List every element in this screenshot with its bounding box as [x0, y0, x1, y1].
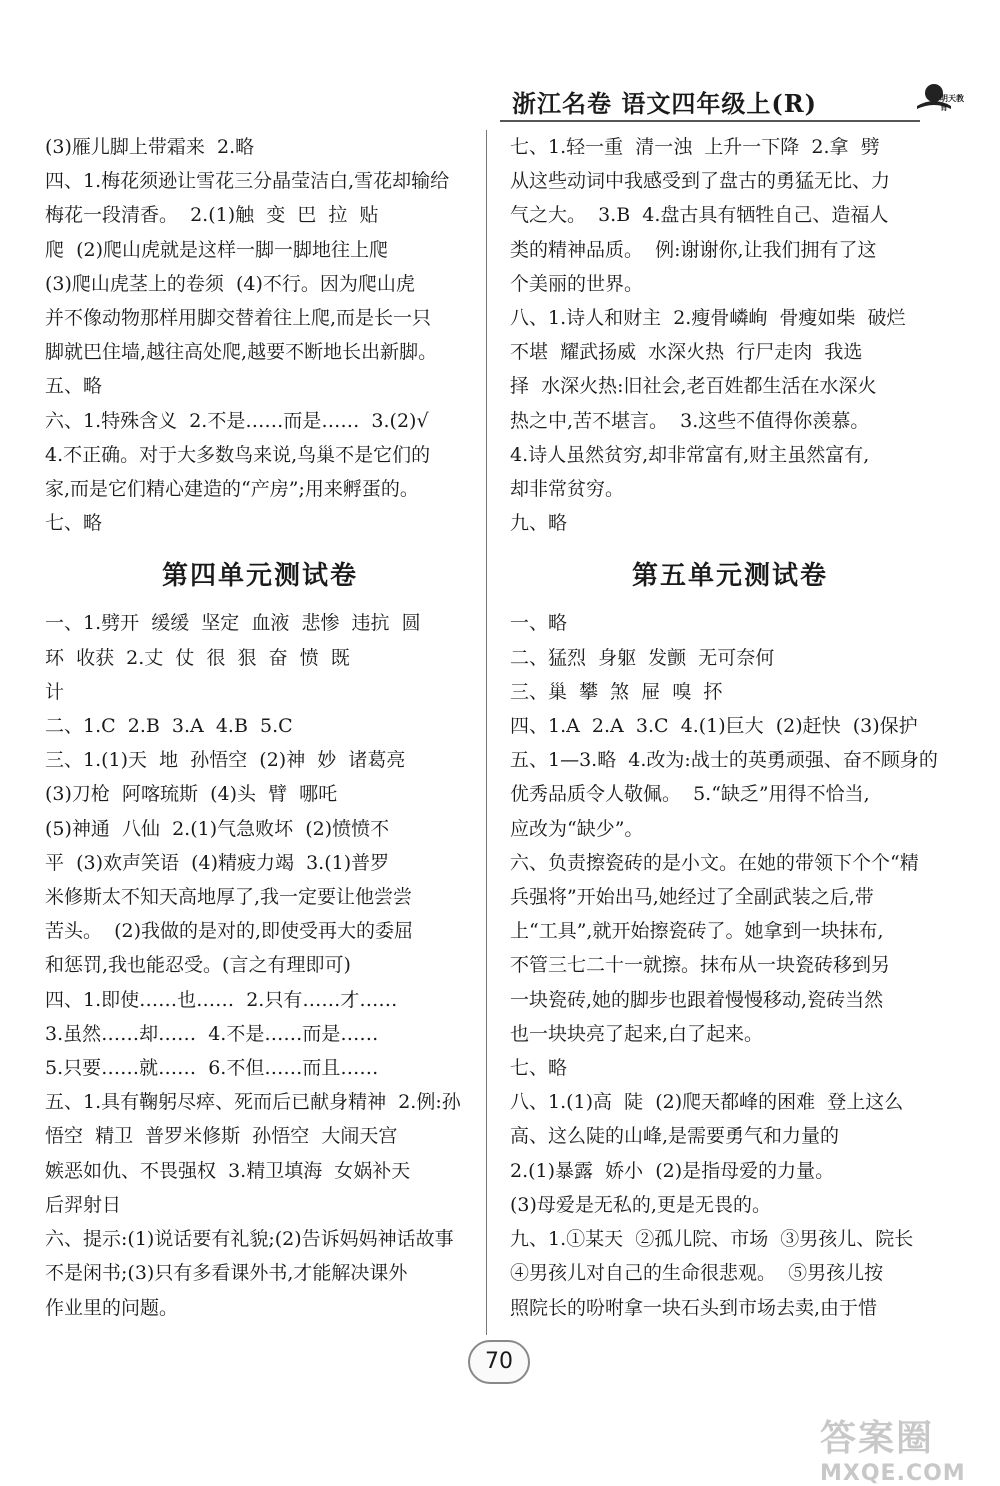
answer-line: 五、略: [45, 375, 103, 398]
answer-line: 四、1.梅花须逊让雪花三分晶莹洁白,雪花却输给: [45, 170, 450, 193]
answer-line: 兵强将”开始出马,她经过了全副武装之后,带: [510, 886, 874, 909]
right-answers-bottom: [510, 606, 950, 1324]
answer-line: 二、猛烈 身躯 发颤 无可奈何: [510, 646, 775, 669]
watermark-bottom-text: MXQE.COM: [820, 1461, 966, 1486]
answer-line: 并不像动物那样用脚交替着往上爬,而是长一只: [45, 307, 432, 330]
answer-line: 应改为“缺少”。: [510, 817, 644, 840]
answer-line: ④男孩儿对自己的生命很悲观。 ⑤男孩儿按: [510, 1262, 884, 1285]
section-heading-unit4: 第四单元测试卷: [161, 561, 358, 592]
answer-line: 却非常贫穷。: [510, 478, 625, 501]
answer-line: 七、1.轻一重 清一浊 上升一下降 2.拿 劈: [510, 136, 880, 158]
answer-line: 悟空 精卫 普罗米修斯 孙悟空 大闹天宫: [45, 1125, 398, 1148]
header-rule: [500, 120, 920, 122]
answer-line: 梅花一段清香。 2.(1)触 变 巴 拉 贴: [45, 204, 379, 227]
answer-line: 六、提示:(1)说话要有礼貌;(2)告诉妈妈神话故事: [45, 1228, 454, 1251]
answer-line: 七、略: [45, 512, 103, 535]
answer-line: 不是闲书;(3)只有多看课外书,才能解决课外: [45, 1262, 408, 1285]
page-header: [500, 80, 980, 128]
section-heading-unit5: 第五单元测试卷: [631, 561, 828, 592]
column-divider: [486, 130, 487, 1335]
watermark-top-text: 答案圈: [820, 1418, 935, 1459]
answer-line: 环 收获 2.丈 仗 很 狠 奋 愤 既: [45, 646, 350, 669]
answer-line: 3.虽然……却…… 4.不是……而是……: [45, 1022, 379, 1045]
answer-line: 类的精神品质。 例:谢谢你,让我们拥有了这: [510, 238, 877, 261]
answer-line: 气之大。 3.B 4.盘古具有牺牲自己、造福人: [510, 204, 889, 227]
answer-line: 不堪 耀武扬威 水深火热 行尸走肉 我选: [510, 341, 863, 364]
right-answers-top: [510, 130, 950, 540]
answer-line: 一、略: [510, 612, 568, 635]
answer-line: 照院长的吩咐拿一块石头到市场去卖,由于惜: [510, 1296, 878, 1319]
book-title: 浙江名卷 语文四年级上(R): [512, 89, 818, 118]
right-column: [510, 130, 950, 1325]
answer-line: 六、负责擦瓷砖的是小文。在她的带领下个个“精: [510, 851, 919, 874]
answer-line: 从这些动词中我感受到了盘古的勇猛无比、力: [510, 170, 891, 193]
answer-line: 热之中,苦不堪言。 3.这些不值得你羡慕。: [510, 409, 870, 432]
answer-line: 苦头。 (2)我做的是对的,即使受再大的委屈: [45, 920, 414, 943]
answer-line: 上“工具”,就开始擦瓷砖了。她拿到一块抹布,: [510, 920, 884, 943]
page-number: 70: [468, 1340, 530, 1384]
answer-line: 一、1.劈开 缓缓 坚定 血液 悲惨 违抗 圆: [45, 612, 421, 635]
answer-line: 七、略: [510, 1057, 568, 1080]
publisher-logo-text: 明天教育: [940, 93, 964, 112]
answer-line: 五、1.具有鞠躬尽瘁、死而后已献身精神 2.例:孙: [45, 1091, 461, 1114]
answer-line: 六、1.特殊含义 2.不是……而是…… 3.(2)√: [45, 409, 429, 432]
answer-line: 高、这么陡的山峰,是需要勇气和力量的: [510, 1125, 840, 1148]
answer-line: 优秀品质令人敬佩。 5.“缺乏”用得不恰当,: [510, 783, 870, 806]
answer-line: 嫉恶如仇、不畏强权 3.精卫填海 女娲补天: [45, 1159, 411, 1182]
answer-line: 八、1.(1)高 陡 (2)爬天都峰的困难 登上这么: [510, 1091, 904, 1114]
answer-line: 不管三七二十一就擦。抹布从一块瓷砖移到另: [510, 954, 891, 977]
answer-line: 个美丽的世界。: [510, 272, 644, 295]
answer-line: 后羿射日: [45, 1193, 122, 1216]
answer-line: 四、1.A 2.A 3.C 4.(1)巨大 (2)赶快 (3)保护: [510, 715, 918, 738]
watermark-logo: [820, 1410, 990, 1486]
answer-line: 三、巢 攀 煞 屉 嗅 抔: [510, 680, 723, 703]
answer-line: (3)刀枪 阿喀琉斯 (4)头 臂 哪吒: [45, 783, 338, 806]
answer-line: 作业里的问题。: [45, 1296, 179, 1319]
answer-line: (5)神通 八仙 2.(1)气急败坏 (2)愤愤不: [45, 817, 390, 840]
answer-line: 爬 (2)爬山虎就是这样一脚一脚地往上爬: [45, 238, 388, 261]
answer-line: (3)雁儿脚上带霜来 2.略: [45, 136, 255, 158]
answer-line: 4.诗人虽然贫穷,却非常富有,财主虽然富有,: [510, 443, 870, 466]
answer-line: (3)母爱是无私的,更是无畏的。: [510, 1193, 771, 1216]
left-column: [45, 130, 475, 1325]
answer-line: 脚就巴住墙,越往高处爬,越要不断地长出新脚。: [45, 341, 438, 364]
answer-line: 也一块块亮了起来,白了起来。: [510, 1022, 764, 1045]
answer-line: 2.(1)暴露 娇小 (2)是指母爱的力量。: [510, 1159, 835, 1182]
answer-line: 择 水深火热:旧社会,老百姓都生活在水深火: [510, 375, 877, 398]
answer-line: 四、1.即使……也…… 2.只有……才……: [45, 988, 398, 1011]
answer-line: 4.不正确。对于大多数鸟来说,鸟巢不是它们的: [45, 443, 431, 466]
answer-line: 三、1.(1)天 地 孙悟空 (2)神 妙 诸葛亮: [45, 749, 406, 772]
answer-line: 一块瓷砖,她的脚步也跟着慢慢移动,瓷砖当然: [510, 988, 884, 1011]
answer-line: (3)爬山虎茎上的卷须 (4)不行。因为爬山虎: [45, 272, 415, 295]
answer-line: 计: [45, 680, 65, 703]
left-answers-top: [45, 130, 475, 540]
left-answers-bottom: [45, 606, 475, 1324]
answer-line: 和惩罚,我也能忍受。(言之有理即可): [45, 954, 351, 977]
answer-line: 五、1—3.略 4.改为:战士的英勇顽强、奋不顾身的: [510, 749, 938, 772]
answer-line: 米修斯太不知天高地厚了,我一定要让他尝尝: [45, 886, 413, 909]
answer-line: 平 (3)欢声笑语 (4)精疲力竭 3.(1)普罗: [45, 851, 390, 874]
answer-line: 八、1.诗人和财主 2.瘦骨嶙峋 骨瘦如柴 破烂: [510, 307, 906, 330]
answer-line: 九、略: [510, 512, 568, 535]
answer-line: 家,而是它们精心建造的“产房”;用来孵蛋的。: [45, 478, 419, 501]
answer-line: 二、1.C 2.B 3.A 4.B 5.C: [45, 715, 293, 738]
answer-line: 5.只要……就…… 6.不但……而且……: [45, 1057, 379, 1080]
answer-line: 九、1.①某天 ②孤儿院、市场 ③男孩儿、院长: [510, 1228, 914, 1251]
